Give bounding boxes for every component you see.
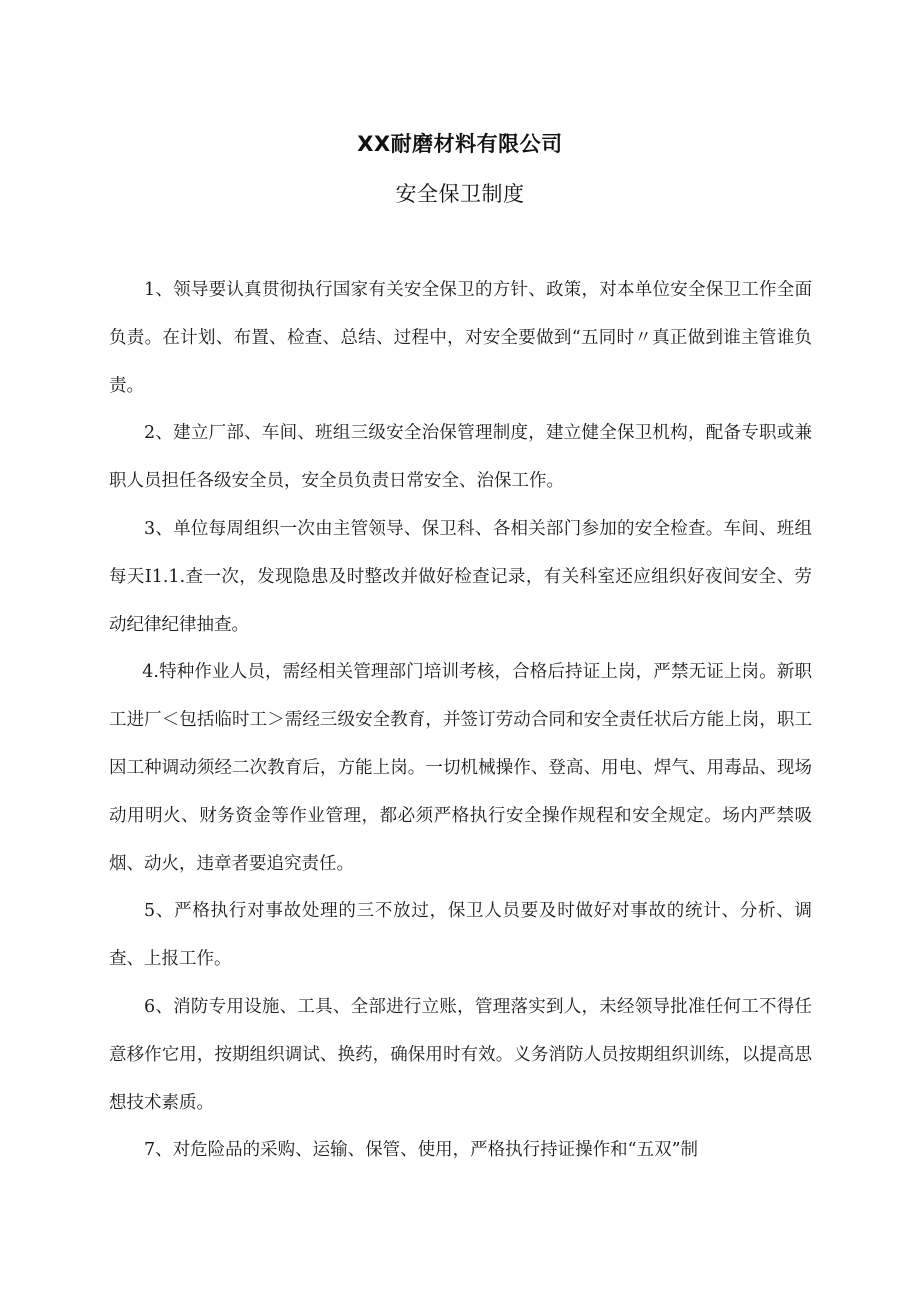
paragraph-3: 3、单位每周组织一次由主管领导、保卫科、各相关部门参加的安全检查。车间、班组每天I1.1.查一次，发现隐患及时整改并做好检查记录，有关科室还应组织好夜间安全、劳动纪律纪律抽查。 [109, 518, 812, 635]
paragraph-6: 6、消防专用设施、工具、全部进行立账，管理落实到人，未经领导批准任何工不得任意移作它用，按期组织调试、换药，确保用时有效。义务消防人员按期组织训练，以提高思想技术素质。 [109, 996, 812, 1113]
paragraph-2: 2、建立厂部、车间、班组三级安全治保管理制度，建立健全保卫机构，配备专职或兼职人员担任各级安全员，安全员负责日常安全、治保工作。 [109, 423, 812, 492]
document-title: 安全保卫制度 [395, 182, 525, 206]
paragraph-4: 4.特种作业人员，需经相关管理部门培训考核，合格后持证上岗，严禁无证上岗。新职工进厂＜包括临时工＞需经三级安全教育，并签订劳动合同和安全责任状后方能上岗，职工因工种调动须经二次教育后，方能上岗。一切机械操作、登高、用电、焊气、用毒品、现场动用明火、财务资金等作业管理，都必须严格执行安全操作规程和安全规定。场内严禁吸烟、动火，违章者要追究责任。 [109, 662, 812, 874]
document-body [109, 267, 812, 1175]
paragraph-5: 5、严格执行对事故处理的三不放过，保卫人员要及时做好对事故的统计、分析、调查、上报工作。 [109, 901, 812, 970]
paragraph-7: 7、对危险品的采购、运输、保管、使用，严格执行持证操作和“五双”制 [144, 1140, 699, 1161]
company-name: XX耐磨材料有限公司 [357, 132, 563, 156]
paragraph-1: 1、领导要认真贯彻执行国家有关安全保卫的方针、政策，对本单位安全保卫工作全面负责。在计划、布置、检查、总结、过程中，对安全要做到“五同时〃真正做到谁主管谁负责。 [109, 280, 812, 396]
